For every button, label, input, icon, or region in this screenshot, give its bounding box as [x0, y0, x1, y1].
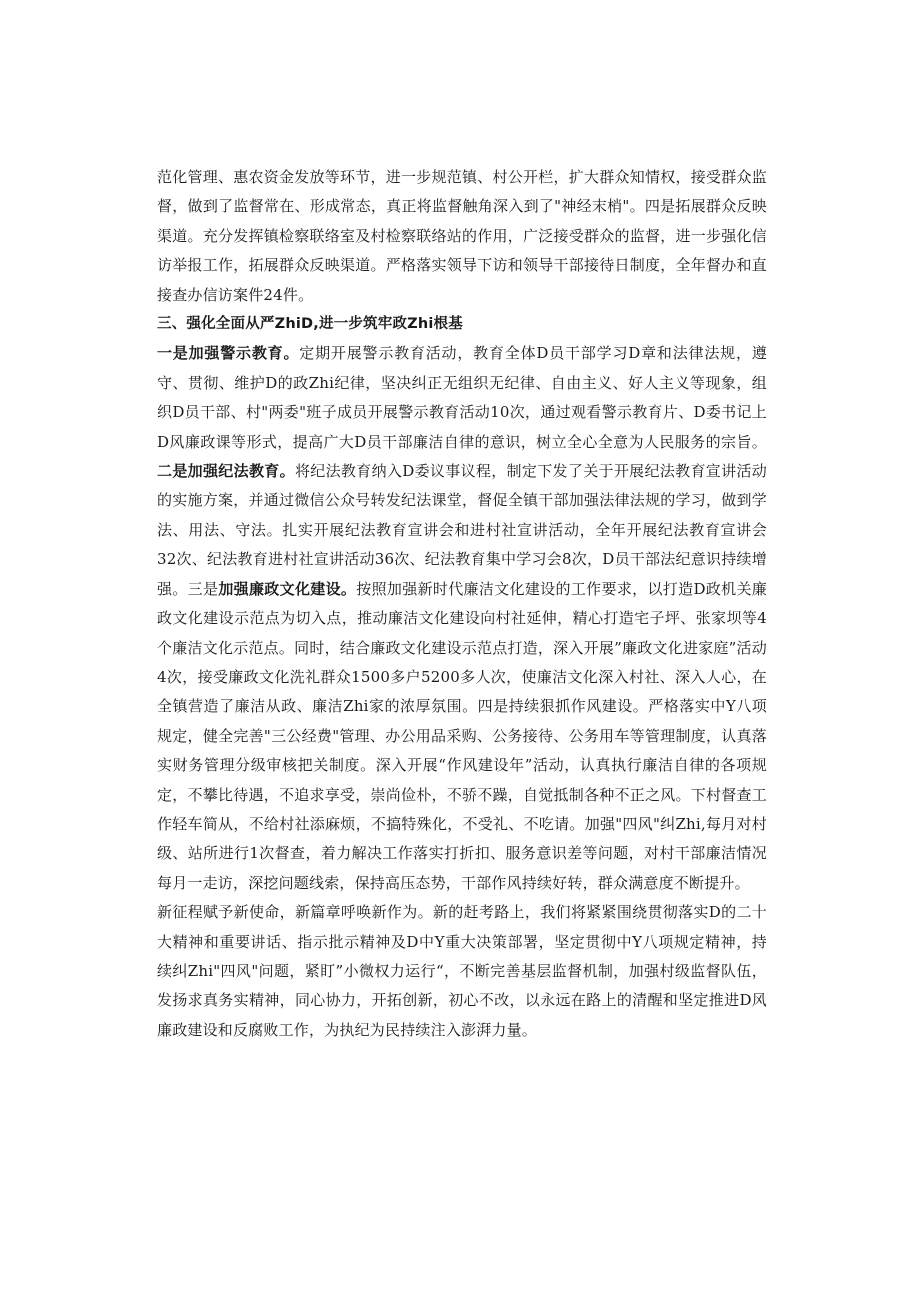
- paragraph-conclusion: 新征程赋予新使命，新篇章呼唤新作为。新的赶考路上，我们将紧紧围绕贯彻落实D的二十大精神和重要讲话、指示批示精神及D中Y重大决策部署，坚定贯彻中Y八项规定精神，持续纠Zhi"四风"问题，紧盯”小微权力运行“，不断完善基层监督机制，加强村级监督队伍，发扬求真务实精神，同心协力，开拓创新，初心不改，以永远在路上的清醒和坚定推进D风廉政建设和反腐败工作，为执纪为民持续注入澎湃力量。: [157, 903, 767, 1039]
- lead-warning-education: 一是加强警示教育。: [157, 344, 300, 363]
- lead-integrity-culture: 加强廉政文化建设。: [218, 579, 357, 598]
- text-discipline-education: 将纪法教育纳入D委议事议程，制定下发了关于开展纪法教育宣讲活动的实施方案，并通过微信公众号转发纪法课堂，督促全镇干部加强法律法规的学习，做到学法、用法、守法。扎实开展纪法教育宣讲会和进村社宣讲活动，全年开展纪法教育宣讲会32次、纪法教育进村社宣讲活动36次、纪法教育集中学习会8次，D员干部法纪意识持续增强。三是: [157, 462, 767, 598]
- section-heading-3: 三、强化全面从严ZhiD,进一步筑牢政Zhi根基: [157, 316, 463, 333]
- paragraph-supervision: 范化管理、惠农资金发放等环节，进一步规范镇、村公开栏，扩大群众知情权，接受群众监督，做到了监督常在、形成常态，真正将监督触角深入到了"神经末梢"。四是拓展群众反映渠道。充分发挥镇检察联络室及村检察联络站的作用，广泛接受群众的监督，进一步强化信访举报工作，拓展群众反映渠道。严格落实领导下访和领导干部接待日制度，全年督办和直接查办信访案件24件。: [157, 168, 767, 304]
- text-integrity-culture: 按照加强新时代廉洁文化建设的工作要求，以打造D政机关廉政文化建设示范点为切入点，推动廉洁文化建设向村社延伸，精心打造宅子坪、张家坝等4个廉洁文化示范点。同时，结合廉政文化建设示范点打造，深入开展”廉政文化进家庭”活动4次，接受廉政文化洗礼群众1500多户5200多人次，使廉洁文化深入村社、深入人心，在全镇营造了廉洁从政、廉洁Zhi家的浓厚氛围。四是持续狠抓作风建设。严格落实中Y八项规定，健全完善"三公经费"管理、办公用品采购、公务接待、公务用车等管理制度，认真落实财务管理分级审核把关制度。深入开展“作风建设年”活动，认真执行廉洁自律的各项规定，不攀比待遇，不追求享受，崇尚俭朴，不骄不躁，自觉抵制各种不正之风。下村督查工作轻车简从，不给村社添麻烦，不搞特殊化，不受礼、不吃请。加强"四风"纠Zhi,每月对村级、站所进行1次督查，着力解决工作落实打折扣、服务意识差等问题，对村干部廉洁情况每月一走访，深挖问题线索，保持高压态势，干部作风持续好转，群众满意度不断提升。: [157, 579, 767, 892]
- text-warning-education: 定期开展警示教育活动，教育全体D员干部学习D章和法律法规，遵守、贯彻、维护D的政Zhi纪律，坚决纠正无组织无纪律、自由主义、好人主义等现象，组织D员干部、村"两委"班子成员开展警示教育活动10次，通过观看警示教育片、D委书记上D风廉政课等形式，提高广大D员干部廉洁自律的意识，树立全心全意为人民服务的宗旨。: [157, 344, 767, 451]
- paragraph-integrity-education: [157, 339, 767, 898]
- lead-discipline-education: 二是加强纪法教育。: [157, 462, 295, 481]
- document-body: [157, 163, 767, 1045]
